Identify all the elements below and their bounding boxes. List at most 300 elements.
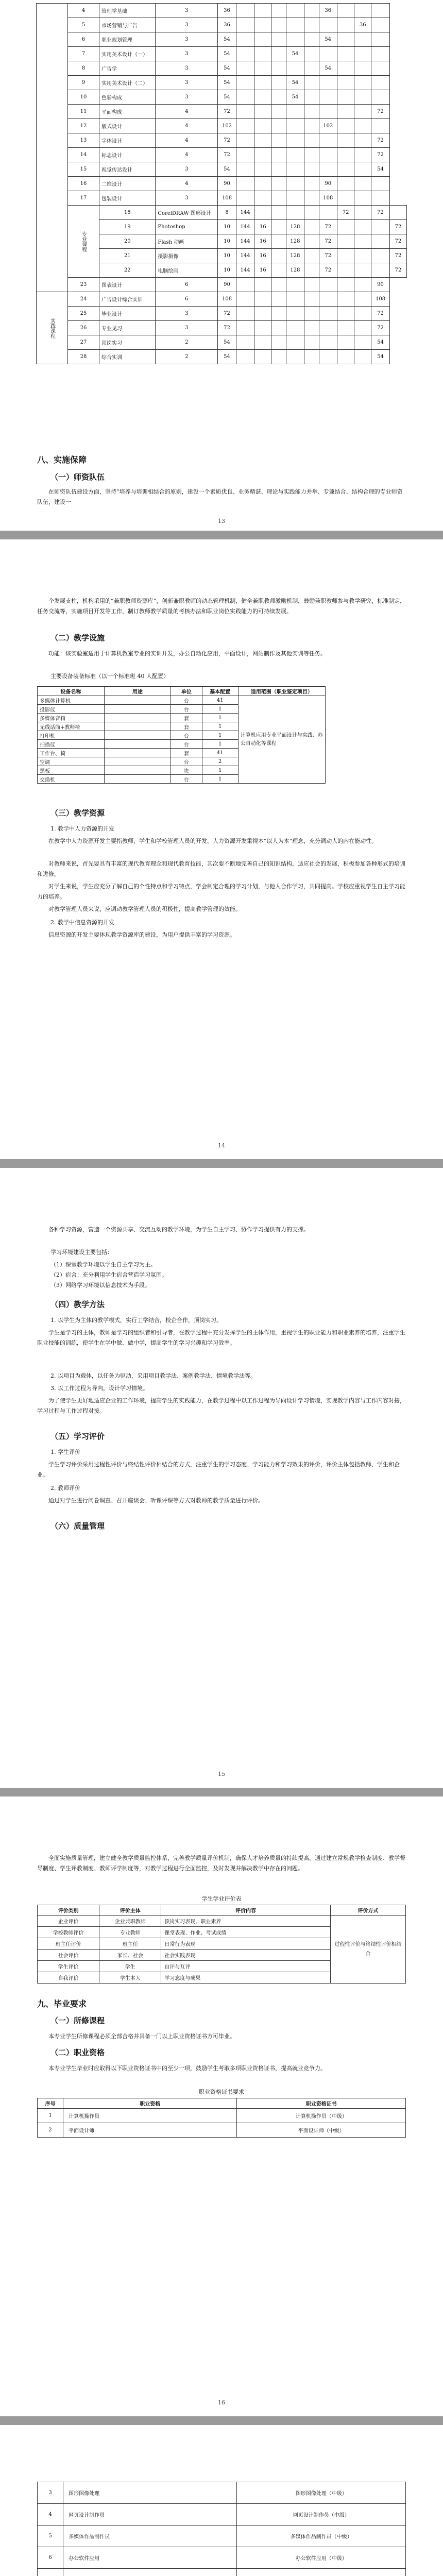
semester-cell [371,249,390,263]
row-number: 18 [99,206,156,220]
table-cell: 黑板 [38,766,105,775]
page-number: 14 [218,1142,225,1149]
semester-cell [254,61,271,76]
semester-cell [371,47,390,61]
table-row [38,2504,406,2526]
hours-cell: 144 [236,249,254,263]
semester-cell [254,335,271,350]
semester-cell [337,90,354,105]
semester-cell [286,206,304,220]
semester-cell [271,249,286,263]
table-row [37,191,407,206]
semester-cell [304,47,319,61]
evaluation-table-caption: 学生学业评价表 [201,1895,242,1902]
hours-cell: 54 [218,162,236,177]
page-number: 16 [218,2399,225,2406]
semester-cell [304,119,319,133]
table-cell: 4 [38,2504,63,2526]
semester-cell: 72 [337,206,354,220]
semester-cell [319,350,337,364]
semester-cell [319,76,337,90]
semester-cell [304,177,319,191]
semester-cell: 72 [319,220,337,234]
table-row [37,177,407,191]
semester-cell [271,119,286,133]
semester-cell [286,148,304,162]
semester-cell [319,133,337,148]
column-header: 评价主体 [99,1905,161,1916]
semester-cell [286,350,304,364]
semester-cell [319,162,337,177]
semester-cell [271,133,286,148]
semester-cell [337,249,354,263]
semester-cell [371,234,390,249]
semester-cell [337,177,354,191]
table-cell: 学生本人 [99,1972,161,1984]
method-cell: 过程性评价与终结性评价相结合 [330,1916,405,1984]
credits-cell: 3 [156,18,218,32]
semester-cell [304,61,319,76]
semester-cell [304,32,319,47]
semester-cell: 54 [319,61,337,76]
table-cell [104,705,171,714]
semester-cell: 128 [286,220,304,234]
semester-cell: 72 [371,321,390,335]
semester-cell: 128 [286,263,304,278]
table-cell: 1 [202,722,238,731]
section-heading-graduation: 九、毕业要求 [37,1999,87,2009]
column-header: 序号 [38,2098,63,2109]
column-header: 基本配置 [202,687,238,696]
table-cell: 班主任 [99,1938,161,1950]
row-number: 5 [68,18,99,32]
credits-cell: 10 [218,220,236,234]
semester-cell [286,321,304,335]
credits-cell: 8 [218,206,236,220]
semester-cell [337,47,354,61]
credits-cell: 3 [156,61,218,76]
semester-cell [271,278,286,292]
semester-cell [236,335,254,350]
table-cell: 41 [202,696,238,705]
evaluation-item-2: 2. 教师评价 [50,1485,80,1492]
semester-cell [271,321,286,335]
table-cell: 网页设计制作员（中级） [237,2504,406,2526]
table-cell: 计算机操作员 [63,2109,237,2123]
semester-cell [319,278,337,292]
table-row [38,2123,406,2138]
table-cell: 台 [171,775,202,784]
course-name: 二维设计 [99,177,156,191]
row-number: 15 [68,162,99,177]
table-cell: 台 [171,757,202,766]
credits-cell: 3 [156,162,218,177]
course-name: 图表设计 [99,278,156,292]
table-cell: 投影仪 [38,705,105,714]
course-name: 广告设计综合实训 [99,292,156,307]
semester-cell [354,350,371,364]
cert-table-caption: 职业资格证书要求 [199,2089,244,2095]
table-cell: 空调 [38,757,105,766]
semester-cell [271,76,286,90]
semester-cell [304,191,319,206]
hours-cell: 72 [218,148,236,162]
table-row [37,4,407,18]
semester-cell [236,162,254,177]
column-header: 评价方式 [330,1905,405,1916]
semester-cell [304,76,319,90]
table-cell: 网页设计制作员 [63,2504,237,2526]
semester-cell [304,4,319,18]
table-cell: 台 [171,740,202,749]
semester-cell [271,90,286,105]
evaluation-item-1: 1. 学生评价 [50,1449,80,1455]
table-row [37,18,407,32]
semester-cell: 128 [286,234,304,249]
semester-cell: 72 [371,105,390,119]
semester-cell [354,263,371,278]
semester-cell: 72 [389,234,406,249]
row-number: 27 [68,335,99,350]
row-number: 28 [68,350,99,364]
credits-cell: 2 [156,335,218,350]
semester-cell [304,220,319,234]
semester-cell [337,4,354,18]
semester-cell [304,263,319,278]
table-cell: 社会评价 [38,1950,99,1961]
table-cell [104,749,171,757]
semester-cell [354,234,371,249]
semester-cell [319,18,337,32]
semester-cell [337,119,354,133]
semester-cell: 72 [319,234,337,249]
semester-cell [286,119,304,133]
subsection-heading-evaluation: （五）学习评价 [50,1432,105,1441]
table-cell: 学校教师评价 [38,1927,99,1938]
subsection-heading-faculty: （一）师资队伍 [50,472,105,482]
semester-cell [354,278,371,292]
credits-cell: 3 [156,307,218,321]
semester-cell [254,4,271,18]
table-cell [104,731,171,740]
table-row [38,2109,406,2123]
course-name: 市场营销与广告 [99,18,156,32]
resources-paragraph-5: 信息资源的开发主要体现教学资源库的建设，为用户提供丰富的学习资源。 [48,931,235,938]
semester-cell [304,278,319,292]
course-name: 顶岗实习 [99,335,156,350]
table-cell: 企业兼职教师 [99,1916,161,1927]
course-name: Flash 动画 [156,234,218,249]
semester-cell: 54 [286,47,304,61]
group-label: 专业课程 [68,206,99,278]
semester-cell [236,4,254,18]
table-cell: 台 [171,696,202,705]
semester-cell [271,307,286,321]
semester-cell [337,61,354,76]
table-cell: 多媒体计算机 [38,696,105,705]
semester-cell [319,335,337,350]
semester-cell [304,206,319,220]
resources-paragraph-cont: 各种学习资源，营造一个资源共享、交流互动的教学环境，为学生自主学习、协作学习提供有力的支撑。 [48,1226,309,1233]
resources-paragraph-4: 对教学管理人员来说，应调动教学管理人员的积极性，提高教学管理的效能。 [48,906,241,912]
semester-cell: 72 [371,133,390,148]
semester-cell: 72 [389,220,406,234]
semester-cell: 72 [371,307,390,321]
table-row [38,1916,406,1927]
quality-paragraph: 全面实施质量管理，建立健全教学质量监控体系，完善教学质量评价机制，确保人才培养质量的持续提高。通过建立常规教学检查制度、教学督导制度、学生评教制度、教师评学制度等，对教学过程进行全面监控，及时发现并解决教学中存在的问题。 [37,1855,405,1872]
semester-cell [286,307,304,321]
table-cell: 套 [171,722,202,731]
semester-cell [371,191,390,206]
semester-cell [304,335,319,350]
table-cell: 扫描仪 [38,740,105,749]
semester-cell [236,292,254,307]
semester-cell [337,350,354,364]
courses-paragraph: 本专业学生所修课程必须全部合格并具备一门以上职业资格证书方可毕业。 [48,2033,235,2040]
semester-cell [337,220,354,234]
credits-cell: 6 [156,292,218,307]
semester-cell [337,105,354,119]
table-row [38,2569,406,2576]
credits-cell: 4 [156,133,218,148]
table-cell: 专业教师 [99,1927,161,1938]
table-row [38,2547,406,2569]
credits-cell: 3 [156,47,218,61]
semester-cell [271,4,286,18]
table-cell: 台 [171,705,202,714]
semester-cell [337,307,354,321]
credits-cell: 4 [156,177,218,191]
hours-cell: 72 [218,307,236,321]
semester-cell [371,177,390,191]
course-name: 色彩构成 [99,90,156,105]
semester-cell [354,220,371,234]
credits-cell: 10 [218,249,236,263]
semester-cell [337,162,354,177]
table-row [38,696,326,705]
credits-cell: 10 [218,234,236,249]
methods-paragraph-5: 为了使学生更好地适应企业的工作环境，提高学生的实践能力，在教学过程中以工作过程为导向设计学习情境，实现教学内容与工作内容对接，学习过程与工作过程对接。 [37,1397,405,1414]
semester-cell [337,278,354,292]
credits-cell: 3 [156,4,218,18]
semester-cell [271,47,286,61]
semester-cell [304,321,319,335]
semester-cell: 54 [319,32,337,47]
subsection-heading-qualification: （二）职业资格 [50,2048,105,2057]
row-number: 12 [68,119,99,133]
table-row [37,335,407,350]
hours-cell: 54 [218,47,236,61]
table-cell [104,757,171,766]
table-row [37,76,407,90]
table-cell: 块 [171,766,202,775]
semester-cell [286,278,304,292]
course-name: Photoshop [156,220,218,234]
course-name: 管理学基础 [99,4,156,18]
column-header: 适用范围（职业鉴定项目） [238,687,325,696]
credits-cell: 4 [156,105,218,119]
semester-cell [354,119,371,133]
semester-cell [254,133,271,148]
table-row [38,2526,406,2547]
table-cell: 41 [202,749,238,757]
faculty-paragraph-cont: 个发展支柱，机构采用的“兼职教师资源库”，创新兼职教师的动态管理机制，健全兼职教师激励机制，鼓励兼职教师参与教学研究，标准制定，任务交流等，实施项目开发等工作，制订教师教学质量的考核办法和职业岗位实践能力的可持续发展。 [37,598,406,615]
methods-paragraph-3: 2. 以项目为载体，以任务为驱动，采用项目教学法、案例教学法、情境教学法等。 [50,1372,256,1379]
cert-table-cont [37,2482,406,2576]
course-name: 摄影摄像 [156,249,218,263]
semester-cell [304,249,319,263]
semester-cell [304,18,319,32]
hours-cell: 54 [218,76,236,90]
evaluation-paragraph-1: 学生学习评价采用过程性评价与终结性评价相结合的方式，注重学生的学习态度、学习能力和学习效果的评价，评价主体包括教师、学生和企业。 [37,1461,400,1478]
semester-cell [319,321,337,335]
table-cell: 日常行为表现 [161,1938,331,1950]
table-cell: 计算机操作员（中级） [237,2109,406,2123]
table-cell: 图形图像处理 [63,2482,237,2504]
semester-cell [271,234,286,249]
semester-cell [236,278,254,292]
semester-cell [254,162,271,177]
table-cell: 家长、社会 [99,1950,161,1961]
resources-paragraph-1: 在教学中人力资源开发主要指教师，学生和学校管理人员的开发，人力资源开发重视本“以人为本”理念，充分调动人的内在能动性。 [48,838,378,844]
document-page-2 [0,539,443,1159]
hours-cell: 90 [218,278,236,292]
hours-cell: 144 [236,263,254,278]
semester-cell [254,307,271,321]
semester-cell [286,32,304,47]
semester-cell [354,177,371,191]
semester-cell [271,61,286,76]
column-header: 职业资格证书 [237,2098,406,2109]
row-number: 25 [68,307,99,321]
semester-cell [236,32,254,47]
course-name: 包装设计 [99,191,156,206]
column-header: 职业资格 [63,2098,237,2109]
semester-cell: 72 [371,148,390,162]
table-cell: 多媒体作品制作员 [63,2526,237,2547]
hours-cell: 72 [218,133,236,148]
row-number: 14 [68,148,99,162]
semester-cell [286,61,304,76]
section-heading-implementation: 八、实施保障 [37,455,87,465]
table-cell: 1 [202,775,238,784]
semester-cell: 54 [286,90,304,105]
methods-paragraph-4: 3. 以工作过程为导向，设计学习情境。 [50,1385,148,1392]
semester-cell: 16 [254,263,271,278]
row-number: 17 [68,191,99,206]
semester-cell [354,321,371,335]
semester-cell [271,191,286,206]
semester-cell [286,105,304,119]
table-cell: 课堂表现、作业、考试成绩 [161,1927,331,1938]
column-header: 设备名称 [38,687,105,696]
row-number: 20 [99,234,156,249]
list-item: （1）课堂教学环境以学生自主学习为主。 [50,1261,156,1268]
document-page-4 [0,1797,443,2416]
semester-cell: 108 [319,191,337,206]
group-label [37,4,68,292]
qualification-paragraph: 本专业学生毕业时应取得以下职业资格证书中的至少一项，鼓励学生考取多项职业资格证书，提高就业竞争力。 [48,2065,326,2072]
semester-cell [286,292,304,307]
resources-item-2: 2. 教学中信息资源的开发 [50,919,114,926]
evaluation-table [37,1905,406,1984]
table-cell: 套 [171,749,202,757]
group-label: 实践课程 [37,292,68,364]
semester-cell [319,105,337,119]
credits-cell: 3 [156,32,218,47]
table-cell [104,722,171,731]
semester-cell [371,76,390,90]
table-row [37,105,407,119]
semester-cell: 102 [319,119,337,133]
table-row [37,350,407,364]
semester-cell [236,307,254,321]
credits-cell: 3 [156,90,218,105]
credits-cell: 4 [156,148,218,162]
semester-cell: 90 [371,278,390,292]
row-number: 16 [68,177,99,191]
row-number: 11 [68,105,99,119]
list-item: （3）网络学习环境以信息技术为手段。 [50,1282,150,1289]
semester-cell [371,119,390,133]
semester-cell: 72 [371,206,390,220]
course-name: 广告学 [99,61,156,76]
hours-cell: 108 [218,292,236,307]
table-cell: 2 [202,757,238,766]
semester-cell [254,105,271,119]
semester-cell [254,76,271,90]
semester-cell [286,335,304,350]
semester-cell: 128 [286,249,304,263]
table-cell [104,714,171,722]
row-number: 7 [68,47,99,61]
semester-cell [286,191,304,206]
course-name: 标志设计 [99,148,156,162]
table-cell: 图形图像处理（中级） [237,2482,406,2504]
semester-cell [236,105,254,119]
table-cell: 班主任评价 [38,1938,99,1950]
semester-cell: 16 [254,249,271,263]
table-cell: 自我评价 [38,1972,99,1984]
table-cell [104,696,171,705]
semester-cell [254,32,271,47]
cert-table [37,2098,406,2138]
semester-cell [354,307,371,321]
semester-cell [337,32,354,47]
facilities-paragraph: 功能：该实验室适用于计算机教室专业的实训开发，办公自动化应用，平面设计，网站制作及其他实训等任务。 [48,650,326,657]
semester-cell: 54 [286,76,304,90]
semester-cell [337,234,354,249]
page-number: 15 [218,1771,225,1777]
course-name: 专业见习 [99,321,156,335]
semester-cell: 36 [319,4,337,18]
semester-cell [254,292,271,307]
table-row [37,148,407,162]
semester-cell [389,206,406,220]
row-number: 23 [68,278,99,292]
course-schedule-table [36,3,407,364]
column-header: 单位 [171,687,202,696]
table-cell [38,2569,63,2576]
semester-cell [271,177,286,191]
methods-paragraph-1: 1. 以学生为主体的教学模式，实行工学结合，校企合作，顶岗实习。 [50,1317,222,1324]
semester-cell [271,350,286,364]
semester-cell [286,18,304,32]
credits-cell: 3 [156,76,218,90]
semester-cell: 36 [354,18,371,32]
semester-cell [354,133,371,148]
table-row [37,162,407,177]
